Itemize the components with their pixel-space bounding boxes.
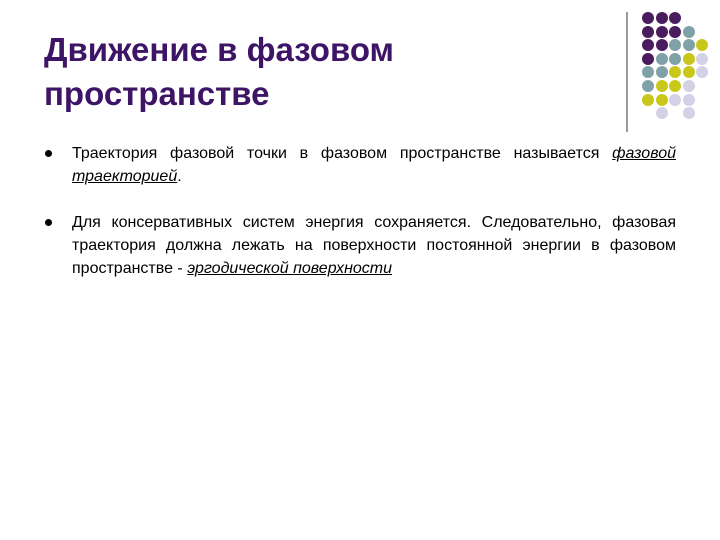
term-phase-trajectory: фазовой траекторией [72, 145, 676, 185]
bullet-list [44, 142, 676, 303]
decorative-dot [683, 66, 695, 78]
decorative-dot [669, 80, 681, 92]
slide-title: Движение в фазовом пространстве [44, 31, 394, 112]
decorative-dot [669, 53, 681, 65]
decorative-dot [683, 94, 695, 106]
decorative-dot [696, 39, 708, 51]
vertical-divider [626, 12, 628, 132]
decorative-dot [696, 66, 708, 78]
decorative-dot [642, 39, 654, 51]
term-ergodic-surface: эргодической поверхности [187, 260, 392, 277]
bullet-punctuation: . [177, 168, 182, 185]
decorative-dot [683, 39, 695, 51]
decorative-dot [642, 94, 654, 106]
decorative-dot [669, 39, 681, 51]
bullet-item-phase-trajectory [44, 142, 676, 188]
decorative-dot [669, 12, 681, 24]
bullet-text: Для консервативных систем энергия сохраняется. Следовательно, фазовая траектория должна лежать на поверхности постоянной энергии в фазовом пространстве - [72, 214, 676, 277]
decorative-dot [642, 66, 654, 78]
decorative-dot [656, 53, 668, 65]
decorative-dot [656, 107, 668, 119]
decorative-dot [656, 12, 668, 24]
bullet-text: Траектория фазовой точки в фазовом пространстве называется [72, 145, 613, 162]
decorative-dot [656, 80, 668, 92]
decorative-dot [683, 26, 695, 38]
bullet-item-conservative-systems [44, 211, 676, 280]
decorative-dot [656, 39, 668, 51]
decorative-dot [669, 26, 681, 38]
decorative-dot [642, 12, 654, 24]
decorative-dot [683, 107, 695, 119]
decorative-dot [656, 94, 668, 106]
decorative-dot [642, 26, 654, 38]
decorative-dot [696, 53, 708, 65]
decorative-dot [669, 66, 681, 78]
decorative-dot [642, 53, 654, 65]
bullet-dot-icon [45, 219, 52, 226]
decorative-dot [669, 94, 681, 106]
bullet-dot-icon [45, 150, 52, 157]
decorative-dot [642, 80, 654, 92]
decorative-dot [683, 80, 695, 92]
decorative-dot [656, 66, 668, 78]
decorative-dot [656, 26, 668, 38]
decorative-dot [683, 53, 695, 65]
